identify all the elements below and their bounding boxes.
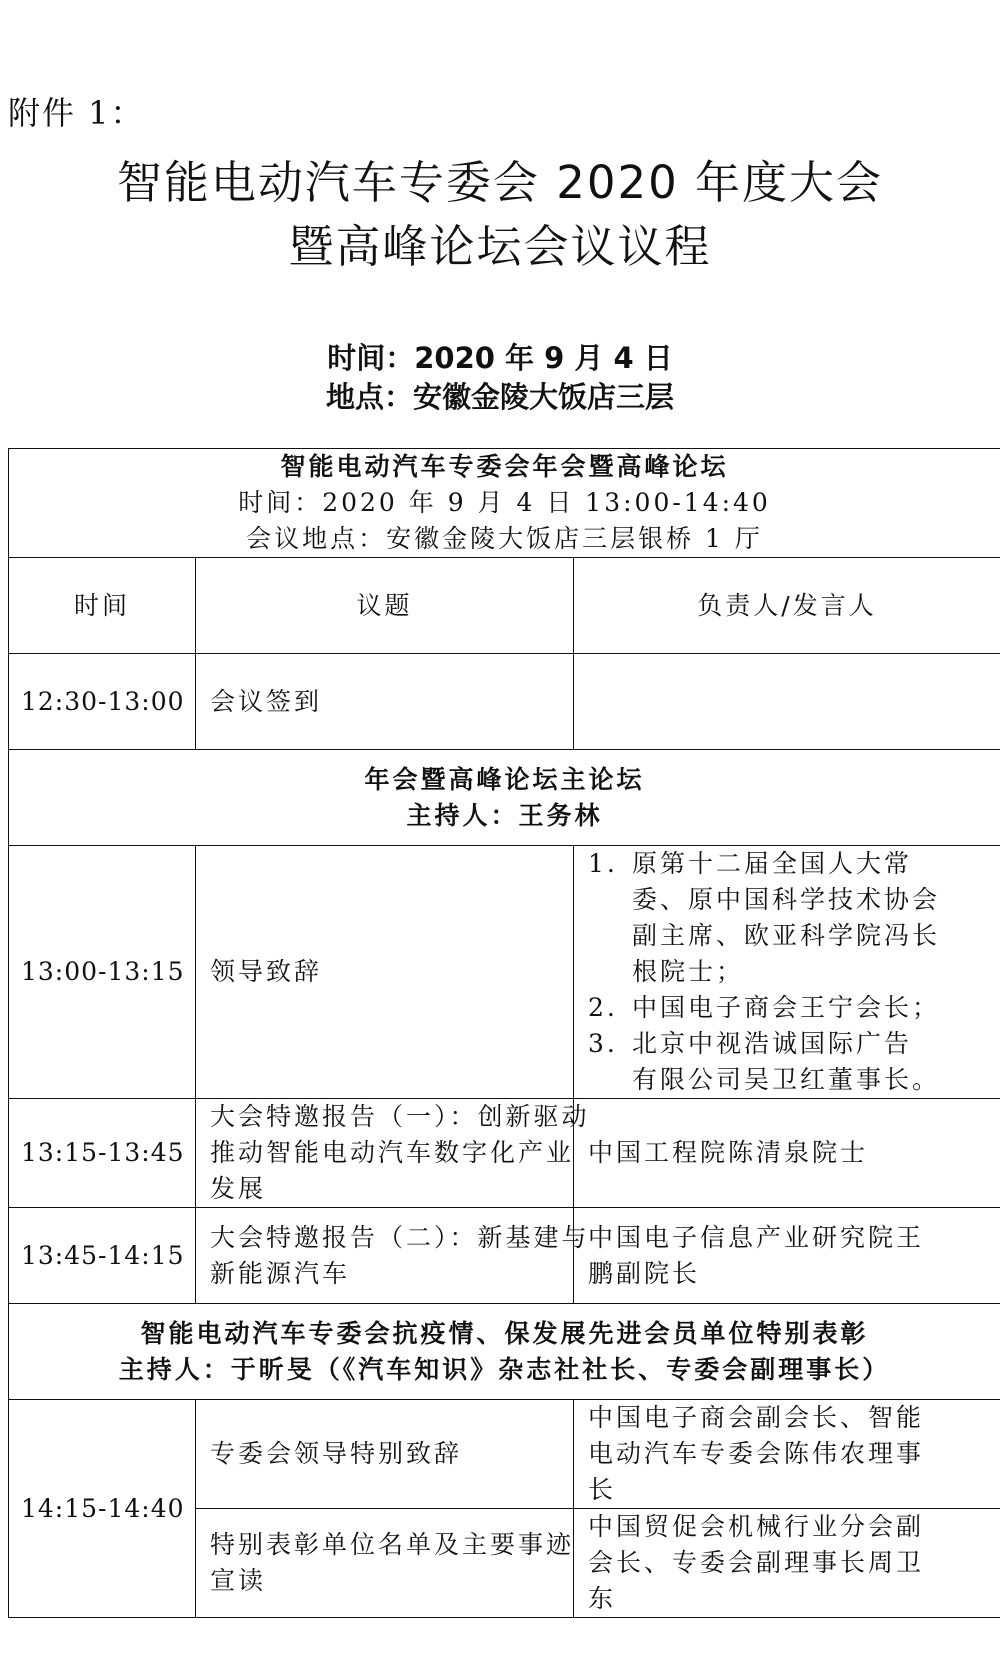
row-person bbox=[574, 1509, 1000, 1618]
person-line: 中国贸促会机械行业分会副 bbox=[588, 1512, 925, 1541]
section-main-host: 主持人：王务林 bbox=[406, 800, 603, 830]
header-topic: 议题 bbox=[196, 558, 574, 654]
document-title-line-1: 智能电动汽车专委会 2020 年度大会 bbox=[116, 156, 884, 209]
speaker-line: 根院士； bbox=[632, 957, 745, 986]
list-item bbox=[588, 846, 994, 990]
header-row bbox=[9, 558, 1000, 654]
person-line: 东 bbox=[588, 1584, 617, 1613]
row-time: 14:15-14:40 bbox=[9, 1400, 196, 1618]
list-item bbox=[588, 990, 994, 1026]
attachment-label: 附件 1： bbox=[8, 94, 145, 132]
row-topic: 会议签到 bbox=[196, 654, 574, 750]
row-topic bbox=[196, 1208, 590, 1304]
topic-line: 新能源汽车 bbox=[210, 1258, 351, 1288]
speaker-line: 委、原中国科学技术协会 bbox=[632, 885, 941, 914]
speaker-line: 原第十二届全国人大常 bbox=[632, 849, 913, 878]
topic-line: 大会特邀报告（一）：创新驱动 bbox=[210, 1102, 590, 1131]
header-person: 负责人/发言人 bbox=[574, 558, 1000, 654]
row-topic bbox=[196, 1509, 574, 1618]
table-row bbox=[9, 654, 1000, 750]
topic-line: 推动智能电动汽车数字化产业 bbox=[210, 1138, 575, 1167]
banner-cell bbox=[9, 449, 1000, 558]
table-row bbox=[9, 846, 1000, 1099]
banner-title: 智能电动汽车专委会年会暨高峰论坛 bbox=[280, 452, 729, 481]
row-time: 13:45-14:15 bbox=[9, 1208, 196, 1304]
row-time: 13:00-13:15 bbox=[9, 846, 196, 1099]
row-person bbox=[574, 1208, 1000, 1304]
table-row bbox=[9, 1208, 1000, 1304]
topic-line: 宣读 bbox=[210, 1566, 267, 1595]
person-line: 长 bbox=[588, 1475, 617, 1504]
row-time: 13:15-13:45 bbox=[9, 1099, 196, 1208]
meeting-venue: 地点：安徽金陵大饭店三层 bbox=[325, 380, 674, 414]
row-person bbox=[574, 654, 1000, 750]
person-line: 电动汽车专委会陈伟农理事 bbox=[588, 1439, 925, 1468]
list-number: 1. bbox=[588, 849, 618, 878]
list-number: 3. bbox=[588, 1029, 618, 1058]
banner-venue: 会议地点：安徽金陵大饭店三层银桥 1 厅 bbox=[246, 524, 763, 553]
row-topic bbox=[196, 1099, 590, 1208]
topic-line: 大会特邀报告（二）：新基建与 bbox=[210, 1222, 590, 1252]
speaker-line: 北京中视浩诚国际广告 bbox=[632, 1029, 913, 1058]
row-time: 12:30-13:00 bbox=[9, 654, 196, 750]
person-line: 中国电子商会副会长、智能 bbox=[588, 1403, 925, 1432]
section-row-award bbox=[9, 1304, 1000, 1400]
list-number: 2. bbox=[588, 993, 618, 1022]
section-award-title: 智能电动汽车专委会抗疫情、保发展先进会员单位特别表彰 bbox=[140, 1318, 869, 1348]
topic-line: 发展 bbox=[210, 1174, 267, 1203]
section-main-title: 年会暨高峰论坛主论坛 bbox=[364, 764, 645, 794]
person-line: 会长、专委会副理事长周卫 bbox=[588, 1548, 925, 1577]
banner-time: 时间：2020 年 9 月 4 日 13:00-14:40 bbox=[238, 488, 771, 517]
section-award-host: 主持人：于昕旻（《汽车知识》杂志社社长、专委会副理事长） bbox=[118, 1354, 891, 1384]
topic-line: 特别表彰单位名单及主要事迹 bbox=[210, 1530, 575, 1559]
document-title-line-2: 暨高峰论坛会议议程 bbox=[288, 220, 712, 273]
row-topic: 领导致辞 bbox=[196, 846, 574, 1099]
speaker-line: 中国电子商会王宁会长； bbox=[632, 993, 941, 1022]
section-award-cell bbox=[9, 1304, 1000, 1400]
person-line: 鹏副院长 bbox=[588, 1258, 701, 1288]
row-speakers bbox=[574, 846, 1000, 1099]
banner-row bbox=[9, 449, 1000, 558]
list-item bbox=[588, 1026, 994, 1098]
section-main-cell bbox=[9, 750, 1000, 846]
table-row bbox=[9, 1400, 1000, 1509]
speaker-line: 副主席、欧亚科学院冯长 bbox=[632, 921, 941, 950]
person-line: 中国电子信息产业研究院王 bbox=[588, 1222, 925, 1252]
agenda-table bbox=[8, 448, 1000, 1618]
row-topic: 专委会领导特别致辞 bbox=[196, 1400, 574, 1509]
row-person bbox=[574, 1400, 1000, 1509]
header-time: 时间 bbox=[9, 558, 196, 654]
meeting-date: 时间：2020 年 9 月 4 日 bbox=[327, 341, 673, 375]
row-person: 中国工程院陈清泉院士 bbox=[574, 1099, 1000, 1208]
speaker-line: 有限公司吴卫红董事长。 bbox=[632, 1065, 941, 1094]
section-row-main bbox=[9, 750, 1000, 846]
table-row bbox=[9, 1099, 1000, 1208]
speaker-list bbox=[588, 846, 994, 1098]
